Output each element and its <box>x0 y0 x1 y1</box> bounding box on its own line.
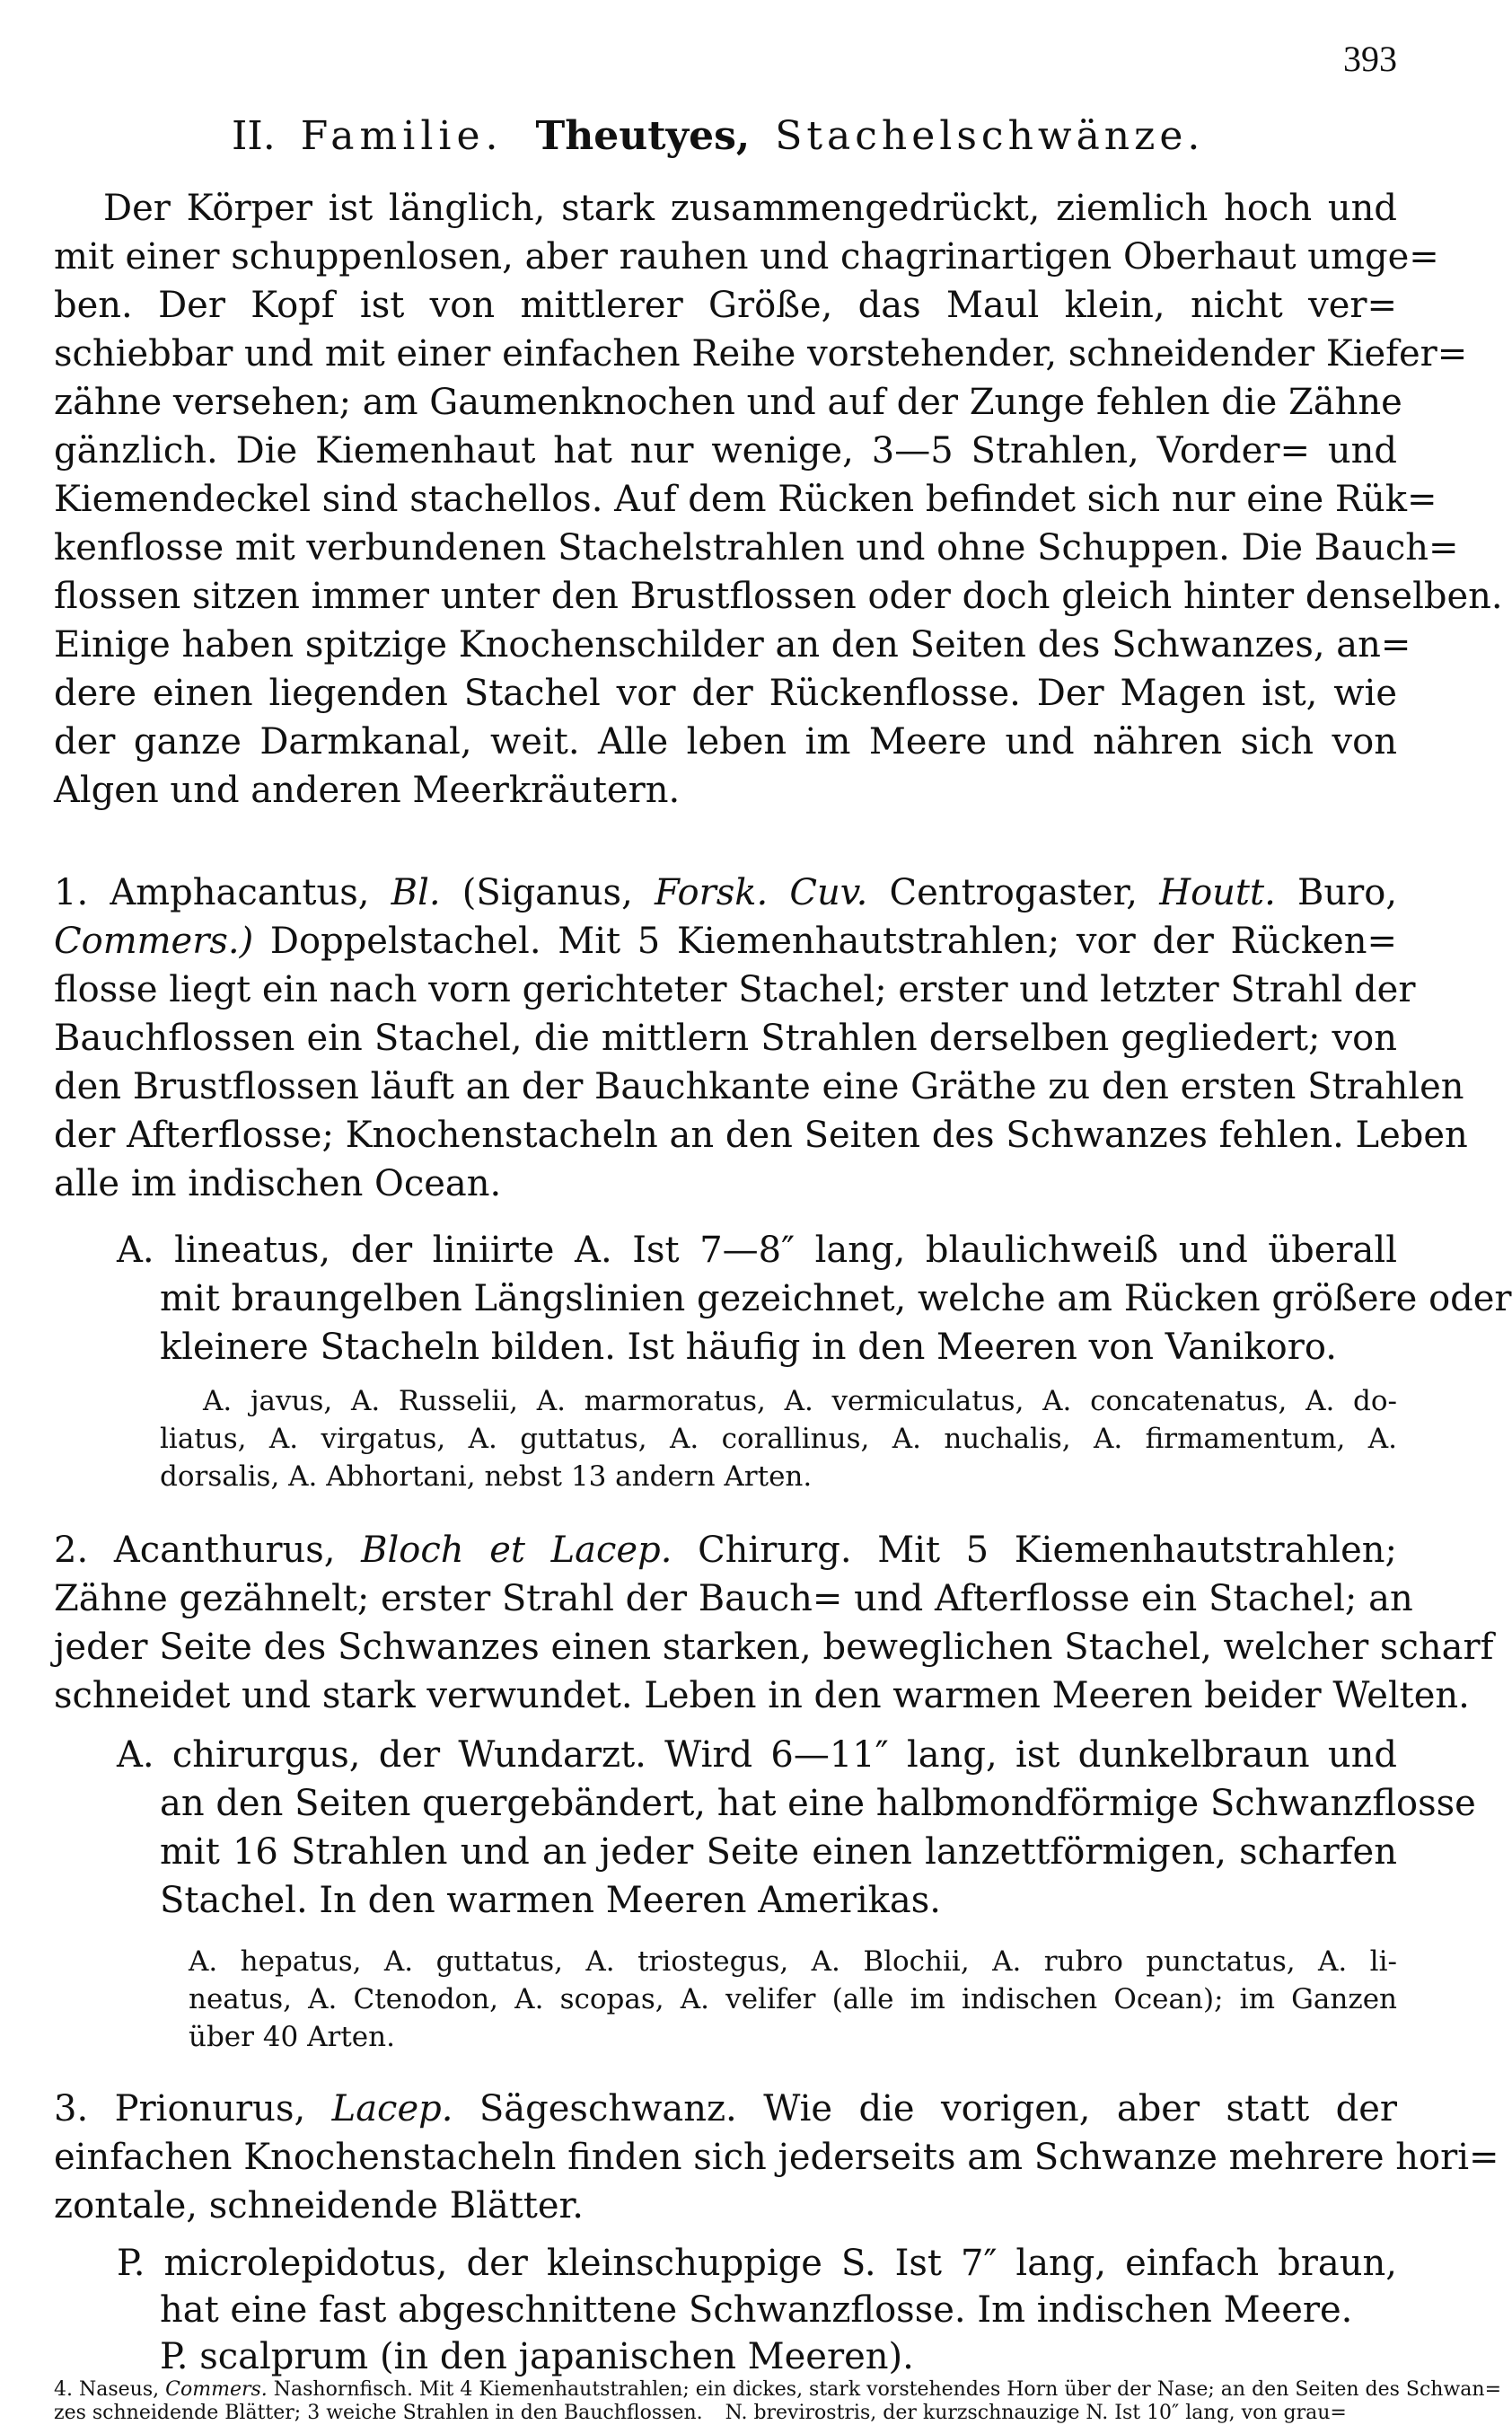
genus-german-and-text: Nashornfisch. Mit 4 Kiemenhautstrahlen; ein <box>273 2378 726 2401</box>
genus-number: 3. <box>54 2088 89 2130</box>
genus-text-line: Bauchflossen ein Stachel, die mittlern Strahlen derselben gegliedert; von <box>54 1018 1397 1059</box>
species-line: A. lineatus, der liniirte A. Ist 7—8″ lang, blaulichweiß und überall <box>117 1230 1397 1271</box>
family-heading <box>232 113 1204 159</box>
species-line: an den Seiten quergebändert, hat eine halbmondförmige Schwanzflosse <box>160 1783 1476 1824</box>
other-species-line: dorsalis, A. Abhortani, nebst 13 andern Arten. <box>160 1460 813 1493</box>
species-line: hat eine fast abgeschnittene Schwanzflosse. Im indischen Meere. <box>160 2289 1353 2331</box>
genus-german-and-text: Chirurg. Mit 5 Kiemenhautstrahlen; <box>698 1530 1397 1571</box>
genus-text-line: einfachen Knochenstacheln finden sich jederseits am Schwanze mehrere hori= <box>54 2137 1499 2178</box>
family-word: Familie. <box>300 113 504 159</box>
other-species-line: liatus, A. virgatus, A. guttatus, A. corallinus, A. nuchalis, A. firmamentum, A. <box>160 1423 1397 1455</box>
genus-name: Acanthurus, <box>113 1530 336 1571</box>
page-number: 393 <box>1343 39 1397 79</box>
genus-text-line <box>54 918 1397 965</box>
intro-line: dere einen liegenden Stachel vor der Rückenflosse. Der Magen ist, wie <box>54 673 1397 714</box>
genus-number: 4. <box>54 2378 73 2401</box>
genus-author: Commers. <box>165 2378 268 2401</box>
genus-heading <box>54 2086 1397 2132</box>
species-line: mit 16 Strahlen und an jeder Seite einen lanzettförmigen, scharfen <box>160 1831 1397 1873</box>
intro-line: mit einer schuppenlosen, aber rauhen und chagrinartigen Oberhaut umge= <box>54 236 1439 278</box>
family-number: II. <box>232 113 276 159</box>
genus-number: 1. <box>54 872 89 913</box>
intro-line: zähne versehen; am Gaumenknochen und auf der Zunge fehlen die Zähne <box>54 382 1402 423</box>
intro-line: Einige haben spitzige Knochenschilder an den Seiten des Schwanzes, an= <box>54 624 1411 666</box>
intro-line: flossen sitzen immer unter den Brustflossen oder doch gleich hinter denselben. <box>54 576 1503 617</box>
intro-line: der ganze Darmkanal, weit. Alle leben im Meere und nähren sich von <box>54 721 1397 763</box>
intro-line: schiebbar und mit einer einfachen Reihe vorstehender, schneidender Kiefer= <box>54 333 1468 375</box>
genus-author: Bloch et Lacep. <box>361 1530 672 1571</box>
intro-line: ben. Der Kopf ist von mittlerer Größe, das Maul klein, nicht ver= <box>54 285 1397 326</box>
synonym-author: Forsk. Cuv. <box>654 872 868 913</box>
genus-author: Bl. <box>391 872 441 913</box>
genus-naseus <box>0 2378 1501 2425</box>
genus-text-line: der Afterflosse; Knochenstacheln an den Seiten des Schwanzes fehlen. Leben <box>54 1115 1468 1156</box>
intro-line: kenflosse mit verbundenen Stachelstrahlen und ohne Schuppen. Die Bauch= <box>54 527 1459 569</box>
genus-text-line: den Brustflossen läuft an der Bauchkante eine Gräthe zu den ersten Strahlen <box>54 1066 1464 1107</box>
genus-text-line: zontale, schneidende Blätter. <box>54 2185 584 2227</box>
synonym-author: Commers.) <box>54 921 254 962</box>
family-latin-name: Theutyes, <box>535 113 751 159</box>
genus-name: Amphacantus, <box>110 872 370 913</box>
species-line: mit braungelben Längslinien gezeichnet, welche am Rücken größere oder <box>160 1278 1512 1319</box>
genus-german-and-text: Sägeschwanz. Wie die vorigen, aber statt der <box>479 2088 1397 2130</box>
species-line: Stachel. In den warmen Meeren Amerikas. <box>160 1880 941 1921</box>
genus-heading <box>54 869 1397 916</box>
genus-name: Prionurus, <box>114 2088 306 2130</box>
genus-number: 2. <box>54 1530 89 1571</box>
genus-synonym: Centrogaster, <box>889 872 1138 913</box>
genus-author: Lacep. <box>331 2088 453 2130</box>
intro-line: gänzlich. Die Kiemenhaut hat nur wenige, 3—5 Strahlen, Vorder= und <box>54 430 1397 472</box>
species-line: N. brevirostris, der kurzschnauzige N. Ist 10″ lang, von grau= <box>725 2402 1347 2424</box>
species-line: kleinere Stacheln bilden. Ist häufig in den Meeren von Vanikoro. <box>160 1327 1337 1368</box>
other-species-line: über 40 Arten. <box>189 2021 395 2053</box>
genus-synonym: (Siganus, <box>462 872 633 913</box>
genus-text-line: jeder Seite des Schwanzes einen starken, beweglichen Stachel, welcher scharf <box>54 1627 1494 1668</box>
species-line: P. scalprum (in den japanischen Meeren). <box>160 2336 914 2377</box>
genus-text-line: Zähne gezähnelt; erster Strahl der Bauch= und Afterflosse ein Stachel; an <box>54 1578 1413 1619</box>
other-species-line: neatus, A. Ctenodon, A. scopas, A. velifer (alle im indischen Ocean); im Ganzen <box>189 1983 1397 2015</box>
other-species-line: A. hepatus, A. guttatus, A. triostegus, A. Blochii, A. rubro punctatus, A. li- <box>189 1945 1397 1978</box>
species-line: P. microlepidotus, der kleinschuppige S. Ist 7″ lang, einfach braun, <box>117 2243 1397 2284</box>
family-german-name: Stachelschwänze. <box>775 113 1205 159</box>
genus-text-line: zes schneidende Blätter; 3 weiche Strahlen in den Bauchflossen. <box>54 2402 703 2424</box>
intro-line: Der Körper ist länglich, stark zusammengedrückt, ziemlich hoch und <box>103 188 1397 229</box>
genus-synonym: Buro, <box>1297 872 1398 913</box>
genus-text-line <box>54 2402 1397 2425</box>
synonym-author: Houtt. <box>1159 872 1276 913</box>
intro-line: Kiemendeckel sind stachellos. Auf dem Rücken befindet sich nur eine Rük= <box>54 479 1437 520</box>
genus-german-and-text: Doppelstachel. Mit 5 Kiemenhautstrahlen; vor der Rücken= <box>269 921 1398 962</box>
genus-text-line: schneidet und stark verwundet. Leben in den warmen Meeren beider Welten. <box>54 1675 1470 1716</box>
species-line: A. chirurgus, der Wundarzt. Wird 6—11″ lang, ist dunkelbraun und <box>117 1734 1397 1776</box>
genus-text-line: dickes, stark vorstehendes Horn über der Nase; an den Seiten des Schwan= <box>732 2378 1501 2401</box>
genus-text-line: flosse liegt ein nach vorn gerichteter Stachel; erster und letzter Strahl der <box>54 969 1416 1010</box>
other-species-line: A. javus, A. Russelii, A. marmoratus, A. vermiculatus, A. concatenatus, A. do- <box>203 1385 1397 1417</box>
genus-text-line: alle im indischen Ocean. <box>54 1163 502 1204</box>
genus-name: Naseus, <box>79 2378 160 2401</box>
intro-line: Algen und anderen Meerkräutern. <box>54 770 681 811</box>
genus-heading <box>54 2378 1501 2402</box>
genus-heading <box>54 1527 1397 1574</box>
